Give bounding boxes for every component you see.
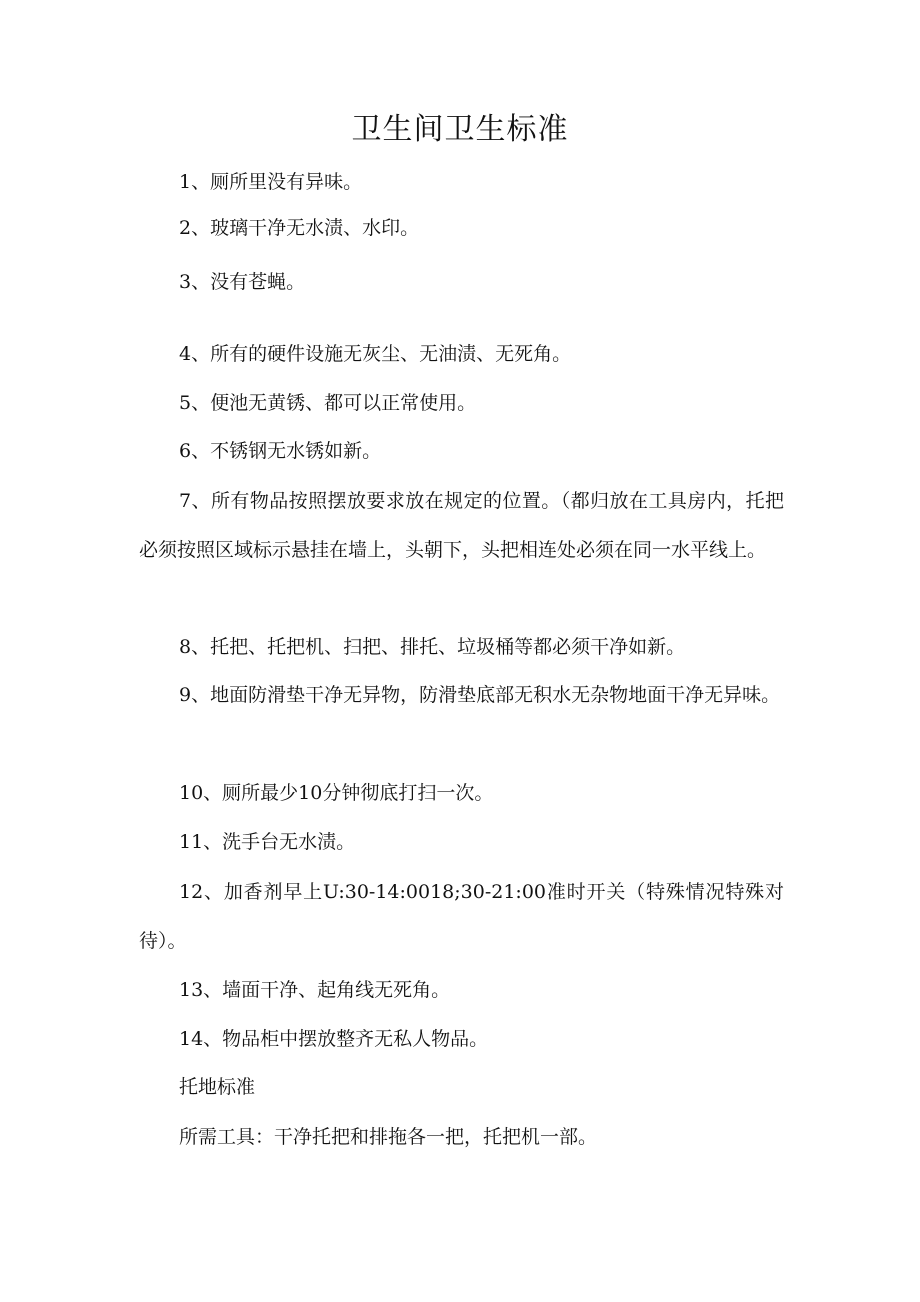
list-item-14: 14、物品柜中摆放整齐无私人物品。 — [179, 1028, 489, 1050]
list-item-9: 9、地面防滑垫干净无异物，防滑垫底部无积水无杂物地面干净无异味。 — [179, 684, 781, 706]
list-item-8: 8、托把、托把机、扫把、排托、垃圾桶等都必须干净如新。 — [179, 636, 686, 658]
list-item-2: 2、玻璃干净无水渍、水印。 — [179, 217, 420, 239]
tools-line: 所需工具：干净托把和排拖各一把，托把机一部。 — [179, 1126, 598, 1148]
list-item-10: 10、厕所最少10分钟彻底打扫一次。 — [179, 782, 494, 804]
section-subheading: 托地标准 — [179, 1076, 256, 1098]
list-item-12: 12、加香剂早上U:30-14:0018;30-21:00准时开关（特殊情况特殊对待）。 — [139, 881, 784, 952]
list-item-13: 13、墙面干净、起角线无死角。 — [179, 979, 451, 1001]
list-item-6: 6、不锈钢无水锈如新。 — [179, 440, 382, 462]
list-item-4: 4、所有的硬件设施无灰尘、无油渍、无死角。 — [179, 343, 572, 365]
list-item-1: 1、厕所里没有异味。 — [179, 171, 363, 193]
document-title: 卫生间卫生标准 — [351, 112, 569, 147]
list-item-3: 3、没有苍蝇。 — [179, 271, 306, 293]
list-item-11: 11、洗手台无水渍。 — [179, 831, 356, 853]
list-item-5: 5、便池无黄锈、都可以正常使用。 — [179, 392, 477, 414]
list-item-7: 7、所有物品按照摆放要求放在规定的位置。（都归放在工具房内，托把必须按照区域标示悬挂在墙上，头朝下，头把相连处必须在同一水平线上。 — [139, 490, 784, 561]
